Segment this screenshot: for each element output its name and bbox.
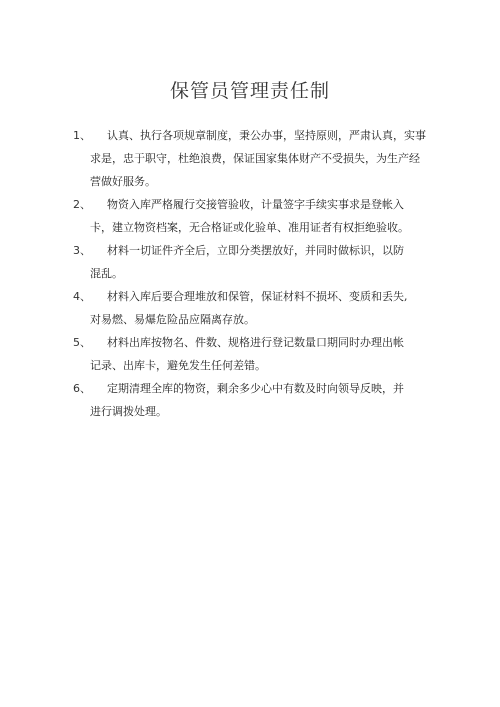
item-text-line: 卡，建立物资档案，无合格证或化验单、准用证者有权拒绝验收。	[90, 221, 409, 234]
responsibility-list	[0, 124, 500, 423]
item-number: 3、	[73, 244, 91, 257]
item-text-line: 混乱。	[90, 267, 123, 280]
item-text-line: 定期清理全库的物资，剩余多少心中有数及时向领导反映，并	[107, 382, 404, 395]
list-item	[0, 193, 500, 239]
item-number: 2、	[73, 198, 91, 211]
item-text-line: 对易燃、易爆危险品应隔离存放。	[90, 313, 255, 326]
list-item	[0, 331, 500, 377]
item-number: 6、	[73, 382, 91, 395]
item-text-line: 进行调拨处理。	[90, 405, 167, 418]
document-title: 保管员管理责任制	[169, 80, 330, 102]
list-item	[0, 124, 500, 193]
list-item	[0, 239, 500, 285]
item-text-line: 认真、执行各项规章制度，秉公办事，坚持原则，严肃认真，实事	[107, 129, 426, 142]
list-item	[0, 377, 500, 423]
item-number: 5、	[73, 336, 91, 349]
item-number: 4、	[73, 290, 91, 303]
item-text-line: 材料出库按物名、件数、规格进行登记数量口期同时办理出帐	[107, 336, 404, 349]
item-number: 1、	[73, 129, 91, 142]
item-text-line: 记录、出库卡，避免发生任何差错。	[90, 359, 266, 372]
item-text-line: 营做好服务。	[90, 175, 156, 188]
item-text-line: 材料入库后要合理堆放和保管，保证材料不损坏、变质和丢失,	[107, 290, 408, 303]
item-text-line: 求是，忠于职守，杜绝浪费，保证国家集体财产不受损失，为生产经	[90, 152, 420, 165]
item-text-line: 材料一切证件齐全后，立即分类摆放好，并同时做标识，以防	[107, 244, 404, 257]
list-item	[0, 285, 500, 331]
item-text-line: 物资入库严格履行交接管验收，计量签字手续实事求是登帐入	[107, 198, 404, 211]
